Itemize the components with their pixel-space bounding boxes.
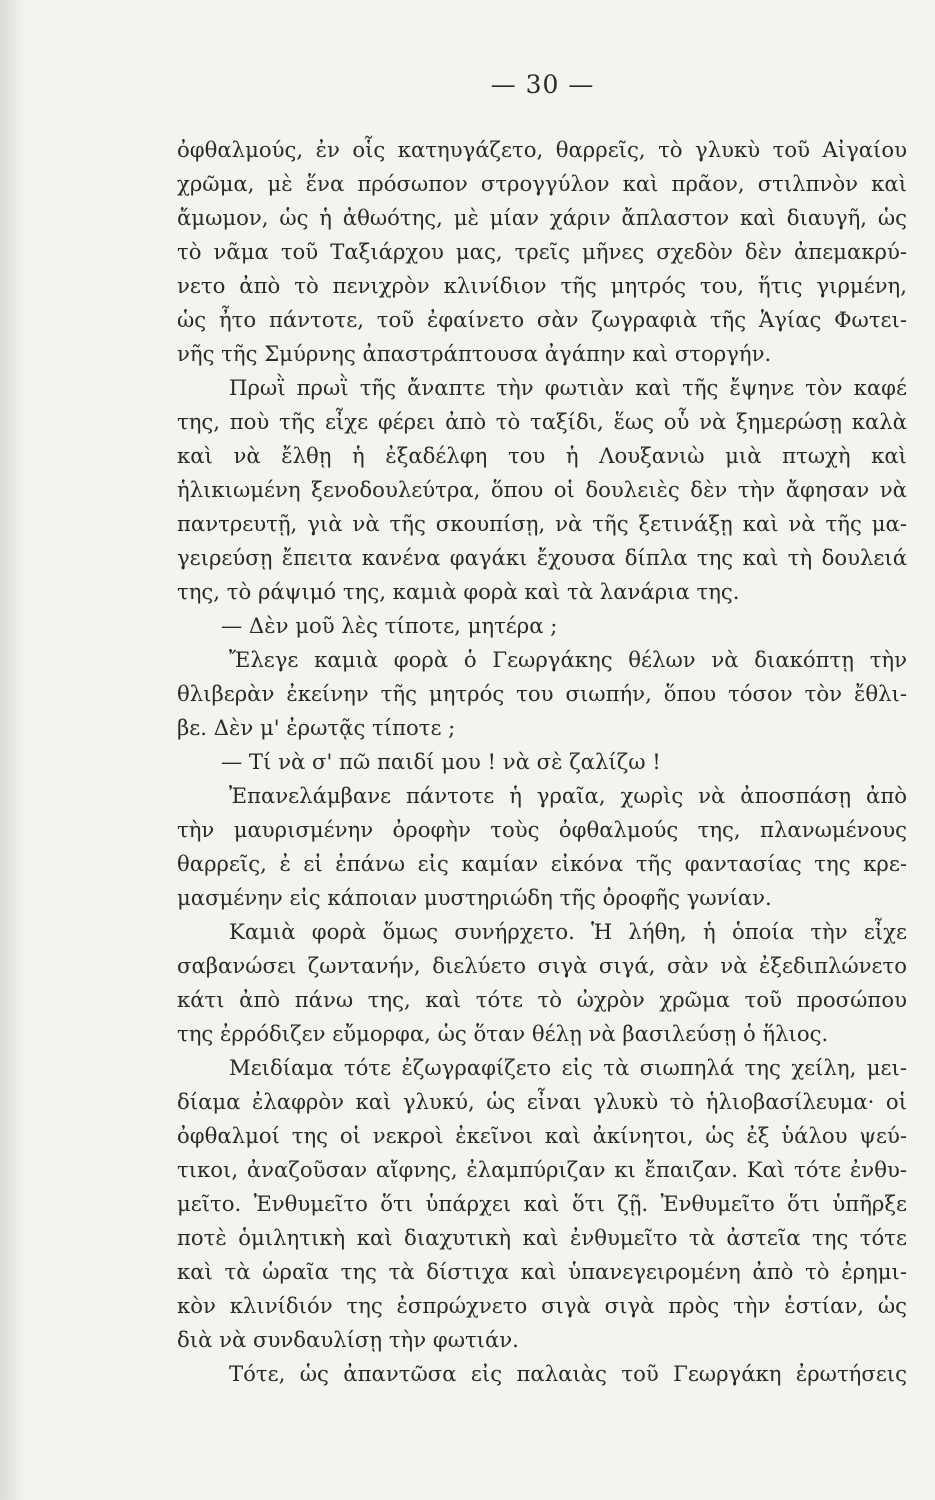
- text-line: Ἔλεγε καμιὰ φορὰ ὁ Γεωργάκης θέλων νὰ διακόπτῃ τὴν: [229, 647, 907, 672]
- text-line: παντρευτῇ, γιὰ νὰ τῆς σκουπίσῃ, νὰ τῆς ξετινάξῃ καὶ νὰ τῆς μα-: [177, 511, 907, 536]
- text-line: Μειδίαμα τότε ἐζωγραφίζετο εἰς τὰ σιωπηλά της χείλη, μει-: [229, 1055, 907, 1080]
- text-line: κὸν κλινίδιόν της ἐσπρώχνετο σιγὰ σιγὰ πρὸς τὴν ἑστίαν, ὡς: [177, 1293, 907, 1318]
- body-text: [177, 133, 907, 1391]
- text-line: σαβανώσει ζωντανήν, διελύετο σιγὰ σιγά, σὰν νὰ ἐξεδιπλώνετο: [177, 953, 907, 978]
- text-line: τικοι, ἀναζοῦσαν αἴφνης, ἐλαμπύριζαν κι ἔπαιζαν. Καὶ τότε ἐνθυ-: [177, 1157, 907, 1182]
- text-line: γειρεύσῃ ἔπειτα κανένα φαγάκι ἔχουσα δίπλα της καὶ τὴ δουλειά: [177, 545, 907, 570]
- text-line: θαρρεῖς, ἐ εἰ ἐπάνω εἰς καμίαν εἰκόνα τῆς φαντασίας της κρε-: [177, 851, 907, 876]
- text-line: ὡς ἦτο πάντοτε, τοῦ ἐφαίνετο σὰν ζωγραφιὰ τῆς Ἁγίας Φωτει-: [177, 307, 907, 332]
- text-line: Ἐπανελάμβανε πάντοτε ἡ γραῖα, χωρὶς νὰ ἀποσπάσῃ ἀπὸ: [229, 783, 907, 808]
- text-line: καὶ νὰ ἔλθῃ ἡ ἐξαδέλφη του ἡ Λουξανιὼ μιὰ πτωχὴ καὶ: [177, 443, 907, 468]
- text-line: δίαμα ἐλαφρὸν καὶ γλυκύ, ὡς εἶναι γλυκὺ τὸ ἡλιοβασίλευμα· οἱ: [177, 1089, 907, 1114]
- text-line: — Τί νὰ σ' πῶ παιδί μου ! νὰ σὲ ζαλίζω !: [221, 749, 661, 774]
- text-line: ἄμωμον, ὡς ἡ ἀθωότης, μὲ μίαν χάριν ἄπλαστον καὶ διαυγῆ, ὡς: [177, 205, 907, 230]
- text-line: ἡλικιωμένη ξενοδουλεύτρα, ὅπου οἱ δουλειὲς δὲν τὴν ἄφησαν νὰ: [177, 477, 907, 502]
- text-line: ὀφθαλμούς, ἐν οἷς κατηυγάζετο, θαρρεῖς, τὸ γλυκὺ τοῦ Αἰγαίου: [177, 137, 907, 162]
- text-line: βε. Δὲν μ' ἐρωτᾷς τίποτε ;: [177, 715, 456, 740]
- text-line: τὴν μαυρισμένην ὀροφὴν τοὺς ὀφθαλμούς της, πλανωμένους: [177, 817, 907, 842]
- text-line: νῆς τῆς Σμύρνης ἀπαστράπτουσα ἀγάπην καὶ στοργήν.: [177, 341, 772, 366]
- text-line: χρῶμα, μὲ ἕνα πρόσωπον στρογγύλον καὶ πρᾶον, στιλπνὸν καὶ: [177, 171, 907, 196]
- text-line: κάτι ἀπὸ πάνω της, καὶ τότε τὸ ὠχρὸν χρῶμα τοῦ προσώπου: [177, 987, 907, 1012]
- page-edge-shadow: [0, 0, 26, 1500]
- text-line: Τότε, ὡς ἀπαντῶσα εἰς παλαιὰς τοῦ Γεωργάκη ἐρωτήσεις: [229, 1361, 907, 1386]
- text-line: — Δὲν μοῦ λὲς τίποτε, μητέρα ;: [221, 613, 558, 638]
- text-line: της, τὸ ράψιμό της, καμιὰ φορὰ καὶ τὰ λανάρια της.: [177, 579, 740, 604]
- text-line: ποτὲ ὁμιλητικὴ καὶ διαχυτικὴ καὶ ἐνθυμεῖτο τὰ ἀστεῖα της τότε: [177, 1225, 907, 1250]
- text-line: νετο ἀπὸ τὸ πενιχρὸν κλινίδιον τῆς μητρός του, ἥτις γιρμένη,: [177, 273, 907, 298]
- text-line: θλιβερὰν ἐκείνην τῆς μητρός του σιωπήν, ὅπου τόσον τὸν ἔθλι-: [177, 681, 907, 706]
- text-line: Καμιὰ φορὰ ὅμως συνήρχετο. Ἡ λήθη, ἡ ὁποία τὴν εἶχε: [229, 919, 907, 944]
- text-line: της ἐρρόδιζεν εὔμορφα, ὡς ὅταν θέλῃ νὰ βασιλεύσῃ ὁ ἥλιος.: [177, 1021, 829, 1046]
- text-line: διὰ νὰ συνδαυλίσῃ τὴν φωτιάν.: [177, 1327, 519, 1352]
- text-line: καὶ τὰ ὡραῖα της τὰ δίστιχα καὶ ὑπανεγειρομένη ἀπὸ τὸ ἐρημι-: [177, 1259, 907, 1284]
- text-line: Πρωῒ πρωῒ τῆς ἄναπτε τὴν φωτιὰν καὶ τῆς ἔψηνε τὸν καφέ: [229, 375, 907, 400]
- page-number: — 30 —: [490, 70, 595, 99]
- text-line: μεῖτο. Ἐνθυμεῖτο ὅτι ὑπάρχει καὶ ὅτι ζῇ. Ἐνθυμεῖτο ὅτι ὑπῆρξε: [177, 1191, 907, 1216]
- text-line: τὸ νᾶμα τοῦ Ταξιάρχου μας, τρεῖς μῆνες σχεδὸν δὲν ἀπεμακρύ-: [177, 239, 907, 264]
- text-line: μασμένην εἰς κάποιαν μυστηριώδη τῆς ὀροφῆς γωνίαν.: [177, 885, 772, 910]
- text-line: ὀφθαλμοί της οἱ νεκροὶ ἐκεῖνοι καὶ ἀκίνητοι, ὡς ἐξ ὑάλου ψεύ-: [177, 1123, 907, 1148]
- text-line: της, ποὺ τῆς εἶχε φέρει ἀπὸ τὸ ταξίδι, ἕως οὗ νὰ ξημερώσῃ καλὰ: [177, 409, 907, 434]
